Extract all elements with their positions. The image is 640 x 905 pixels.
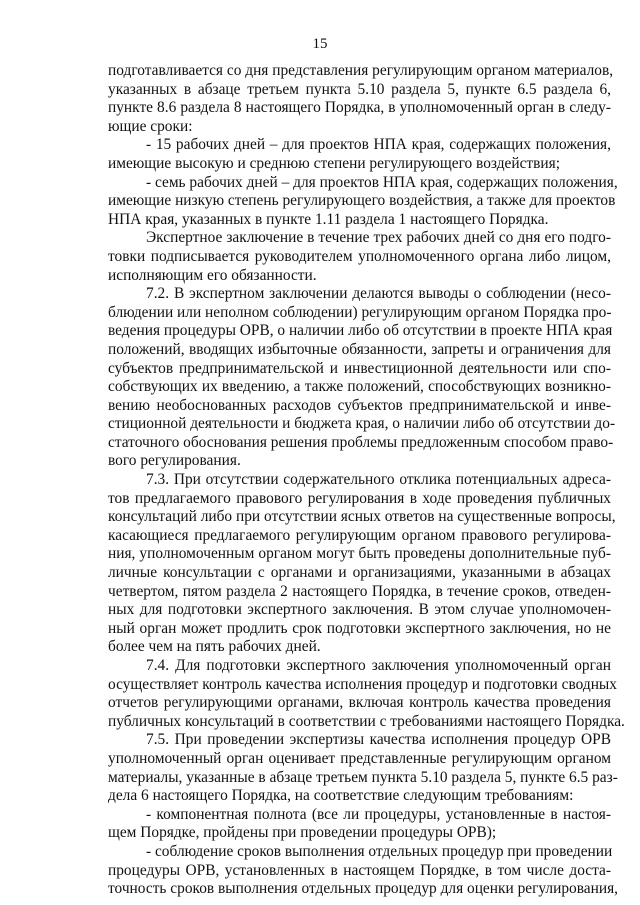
text-line: процедуры ОРВ, установленных в настоящем Порядке, в том числе доста-	[108, 861, 611, 879]
text-line: четвертом, пятом раздела 2 настоящего Порядка, в течение сроков, отведен-	[108, 582, 611, 600]
text-line: более чем на пять рабочих дней.	[108, 638, 321, 656]
text-line: вению необоснованных расходов субъектов предпринимательской и инве-	[108, 396, 611, 414]
text-line: подготавливается со дня представления регулирующим органом материалов,	[108, 62, 614, 79]
text-line: стиционной деятельности и бюджета края, о наличии либо об отсутствии до-	[108, 415, 616, 433]
text-line: ный орган может продлить срок подготовки экспертного заключения, но не	[108, 619, 611, 637]
text-line: материалы, указанные в абзаце третьем пункта 5.10 раздела 5, пункте 6.5 раз-	[108, 768, 618, 786]
text-line: 7.2. В экспертном заключении делаются выводы о соблюдении (несо-	[146, 285, 611, 303]
text-line: указанных в абзаце третьем пункта 5.10 раздела 5, пункте 6.5 раздела 6,	[108, 80, 611, 98]
text-line: - семь рабочих дней – для проектов НПА края, содержащих положения,	[146, 173, 618, 191]
text-line: Экспертное заключение в течение трех рабочих дней со дня его подго-	[146, 229, 611, 247]
text-line: ных для подготовки экспертного заключения. В этом случае уполномочен-	[108, 601, 611, 619]
text-line: 7.5. При проведении экспертизы качества исполнения процедур ОРВ	[146, 731, 611, 749]
text-line: ведения процедуры ОРВ, о наличии либо об отсутствии в проекте НПА края	[108, 322, 613, 340]
text-line: щем Порядке, пройдены при проведении процедуры ОРВ);	[108, 824, 497, 842]
text-line: отчетов регулирующими органами, включая контроль качества проведения	[108, 694, 611, 712]
text-line: - соблюдение сроков выполнения отдельных процедур при проведении	[146, 842, 613, 860]
text-line: имеющие низкую степень регулирующего воздействия, а также для проектов	[108, 192, 616, 210]
text-line: дела 6 настоящего Порядка, на соответствие следующим требованиям:	[108, 787, 574, 805]
text-line: личные консультации с органами и организациями, указанными в абзацах	[108, 564, 611, 582]
text-line: ющие сроки:	[108, 117, 193, 135]
text-line: имеющие высокую и среднюю степени регулирующего воздействия;	[108, 154, 561, 172]
text-line: положений, вводящих избыточные обязанности, запреты и ограничения для	[108, 340, 611, 358]
text-line: вого регулирования.	[108, 452, 241, 470]
document-text	[108, 62, 625, 899]
text-line: 7.4. Для подготовки экспертного заключения уполномоченный орган	[146, 657, 611, 674]
text-line: - 15 рабочих дней – для проектов НПА края, содержащих положения,	[146, 136, 611, 154]
text-line: - компонентная полнота (все ли процедуры, установленные в настоя-	[146, 805, 611, 823]
text-line: публичных консультаций в соответствии с требованиями настоящего Порядка.	[108, 712, 625, 730]
text-line: тов предлагаемого правового регулирования в ходе проведения публичных	[108, 489, 611, 507]
text-line: осуществляет контроль качества исполнения процедур и подготовки сводных	[108, 675, 617, 693]
text-line: точность сроков выполнения отдельных процедур для оценки регулирования,	[108, 880, 619, 898]
text-line: статочного обоснования решения проблемы предложенным способом право-	[108, 433, 614, 451]
text-line: товки подписывается руководителем уполномоченного органа либо лицом,	[108, 247, 611, 265]
text-line: 7.3. При отсутствии содержательного отклика потенциальных адреса-	[146, 471, 611, 489]
text-line: касающиеся предлагаемого регулирующим органом правового регулирова-	[108, 526, 611, 544]
text-line: блюдении или неполном соблюдении) регулирующим органом Порядка про-	[108, 303, 612, 321]
text-line: консультаций либо при отсутствии ясных ответов на существенные вопросы,	[108, 508, 616, 526]
text-line: ния, уполномоченным органом могут быть проведены дополнительные пуб-	[108, 545, 611, 563]
text-line: субъектов предпринимательской и инвестиционной деятельности или спо-	[108, 359, 611, 377]
text-line: уполномоченный орган оценивает представленные регулирующим органом	[108, 749, 611, 767]
text-line: пункте 8.6 раздела 8 настоящего Порядка, в уполномоченный орган в следу-	[108, 99, 611, 117]
text-line: собствующих их введению, а также положений, способствующих возникно-	[108, 378, 611, 396]
page-number: 15	[312, 36, 328, 52]
text-line: исполняющим его обязанности.	[108, 266, 317, 284]
text-line: НПА края, указанных в пункте 1.11 раздела 1 настоящего Порядка.	[108, 210, 549, 228]
